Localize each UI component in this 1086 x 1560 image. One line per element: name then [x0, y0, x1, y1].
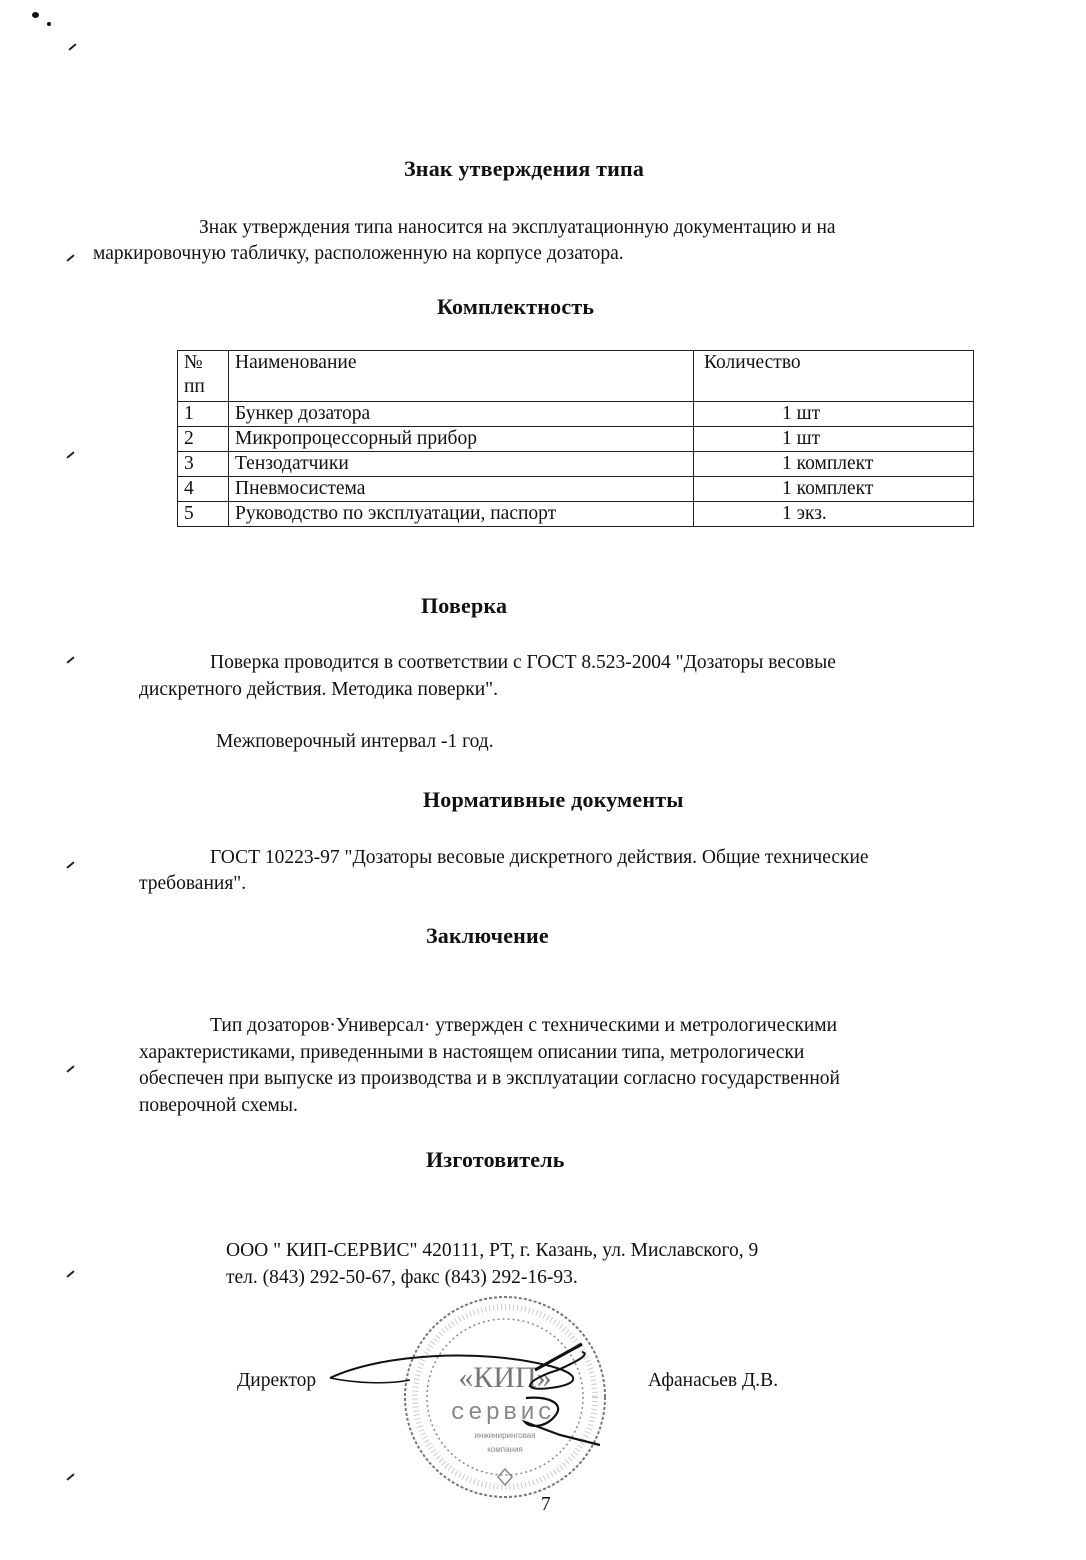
normative-text-line1: ГОСТ 10223-97 "Дозаторы весовые дискретного действия. Общие технические — [210, 847, 869, 868]
margin-tick — [66, 451, 74, 458]
row-qty: 1 комплект — [694, 477, 974, 502]
conclusion-text-line2: характеристиками, приведенными в настоящем описании типа, метрологически — [139, 1042, 805, 1063]
director-label: Директор — [237, 1370, 317, 1391]
table-header-row — [178, 351, 974, 402]
row-name: Бункер дозатора — [229, 402, 694, 427]
verification-text-line1: Поверка проводится в соответствии с ГОСТ 8.523-2004 "Дозаторы весовые — [210, 652, 836, 673]
row-qty: 1 шт — [694, 427, 974, 452]
verification-interval: Межповерочный интервал -1 год. — [216, 731, 494, 752]
conclusion-text-line1: Тип дозаторов·Универсал· утвержден с техническими и метрологическими — [210, 1015, 838, 1036]
header-num — [178, 351, 229, 402]
type-mark-text-line2: маркировочную табличку, расположенную на корпусе дозатора. — [93, 243, 624, 264]
signature-icon — [320, 1340, 600, 1450]
row-num: 3 — [178, 452, 229, 477]
table-row — [178, 502, 974, 527]
section-title-verification: Поверка — [421, 593, 508, 618]
table-row — [178, 452, 974, 477]
section-title-normative: Нормативные документы — [423, 787, 684, 812]
stamp-subtext-1: инжиниринговая — [474, 1431, 536, 1440]
conclusion-text-line4: поверочной схемы. — [139, 1095, 298, 1116]
page-number: 7 — [541, 1494, 551, 1515]
stamp-text-bottom: сервис — [450, 1400, 556, 1427]
table-row — [178, 427, 974, 452]
conclusion-text-line3: обеспечен при выпуске из производства и в эксплуатации согласно государственной — [139, 1068, 840, 1089]
section-title-conclusion: Заключение — [426, 923, 549, 948]
type-mark-text-line1: Знак утверждения типа наносится на эксплуатационную документацию и на — [199, 217, 836, 238]
margin-tick — [66, 254, 74, 261]
row-qty: 1 шт — [694, 402, 974, 427]
row-qty: 1 комплект — [694, 452, 974, 477]
margin-tick — [66, 1270, 74, 1277]
margin-tick — [68, 43, 76, 50]
verification-text-line2: дискретного действия. Методика поверки". — [139, 679, 498, 700]
row-num: 4 — [178, 477, 229, 502]
manufacturer-address: ООО " КИП-СЕРВИС" 420111, РТ, г. Казань, ул. Миславского, 9 — [226, 1240, 759, 1261]
section-title-manufacturer: Изготовитель — [426, 1147, 565, 1172]
margin-tick — [66, 861, 74, 868]
scan-speck — [47, 22, 51, 26]
row-name: Пневмосистема — [229, 477, 694, 502]
section-title-completeness: Комплектность — [437, 294, 595, 319]
header-name: Наименование — [229, 351, 694, 402]
margin-tick — [66, 1473, 74, 1480]
table-row — [178, 402, 974, 427]
header-num-line2: пп — [184, 376, 205, 397]
margin-tick — [66, 1065, 74, 1072]
header-qty: Количество — [694, 351, 974, 402]
stamp-subtext-2: компания — [487, 1445, 523, 1454]
section-title-type-mark: Знак утверждения типа — [404, 156, 645, 181]
normative-text-line2: требования". — [139, 873, 247, 894]
row-num: 1 — [178, 402, 229, 427]
row-num: 5 — [178, 502, 229, 527]
completeness-table — [177, 350, 974, 527]
header-num-line1: № — [184, 352, 203, 373]
margin-tick — [66, 656, 74, 663]
row-name: Микропроцессорный прибор — [229, 427, 694, 452]
scan-speck — [32, 12, 39, 18]
row-name: Тензодатчики — [229, 452, 694, 477]
row-qty: 1 экз. — [694, 502, 974, 527]
row-num: 2 — [178, 427, 229, 452]
table-row — [178, 477, 974, 502]
director-name: Афанасьев Д.В. — [648, 1370, 779, 1391]
manufacturer-contacts: тел. (843) 292-50-67, факс (843) 292-16-93. — [226, 1267, 578, 1288]
stamp-text-top: «КИП» — [458, 1361, 552, 1394]
row-name: Руководство по эксплуатации, паспорт — [229, 502, 694, 527]
